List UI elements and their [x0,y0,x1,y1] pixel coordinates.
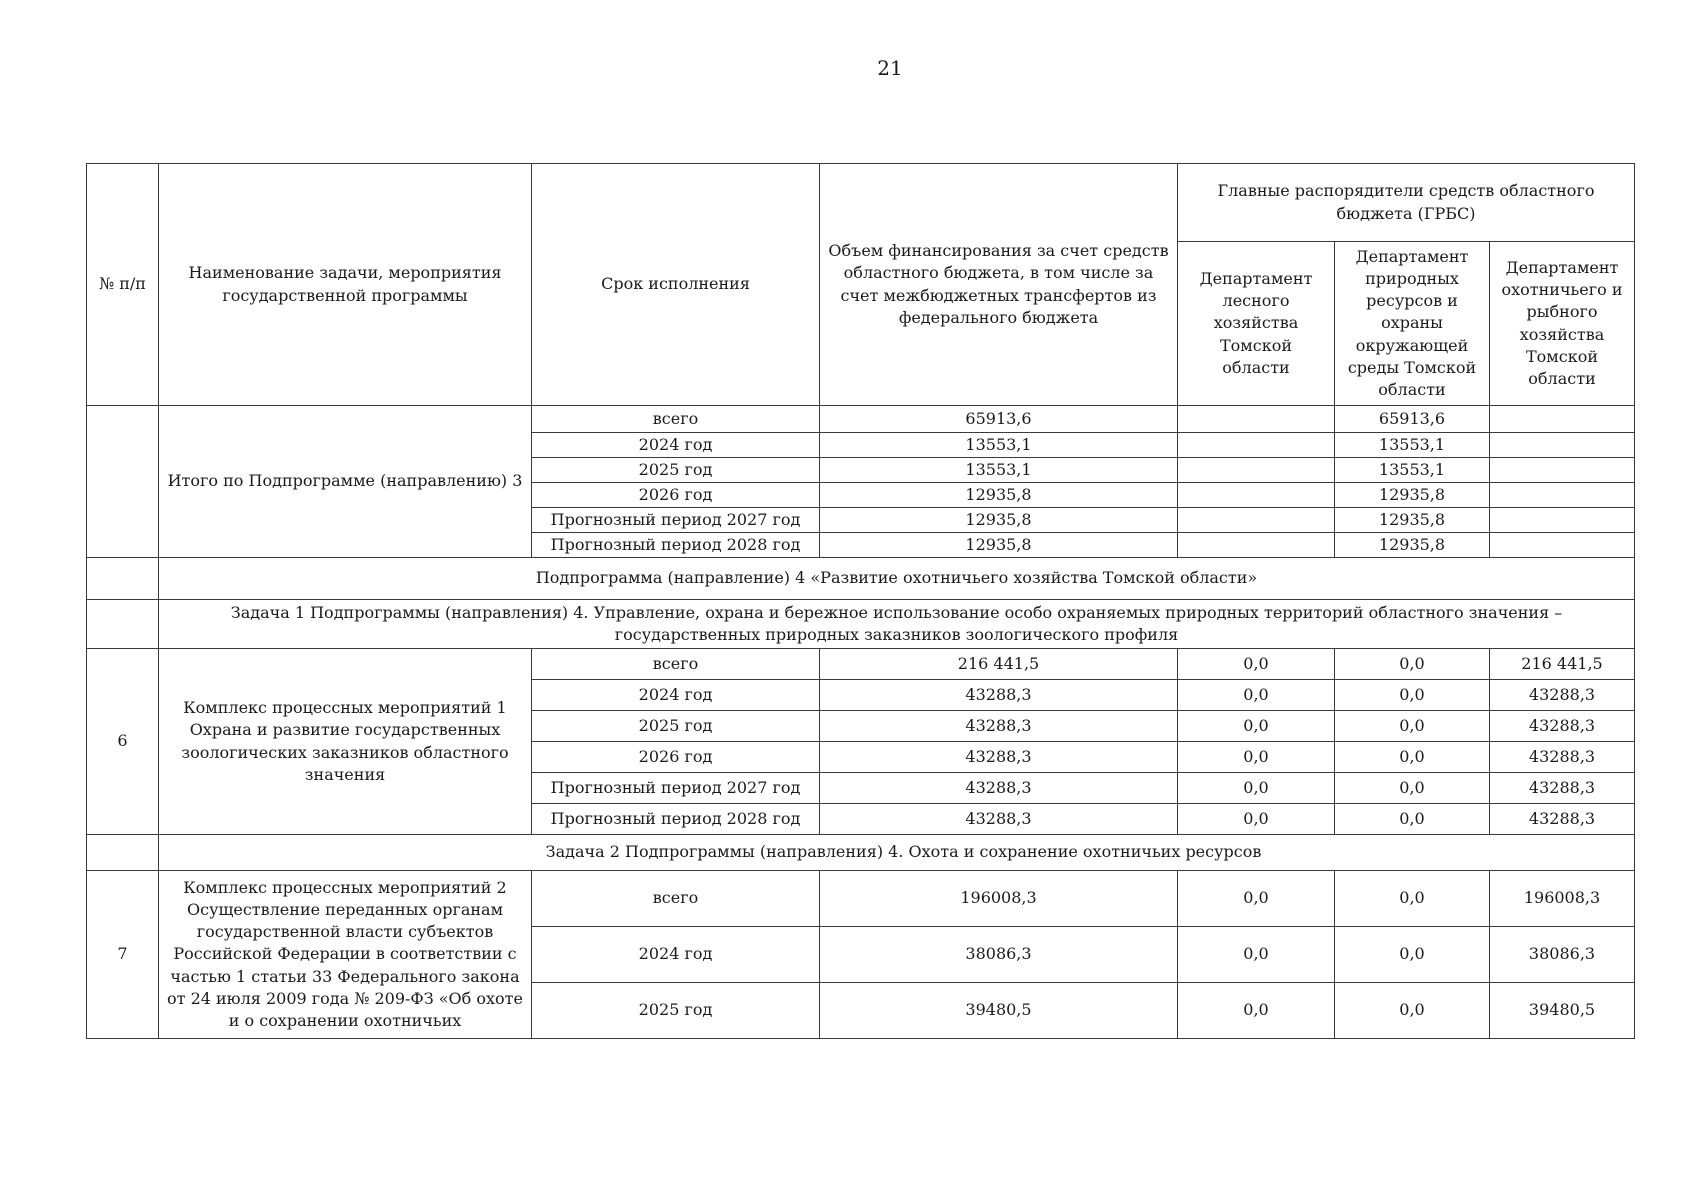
term-cell: всего [532,649,820,680]
header-row [87,164,1635,242]
hunting-cell [1490,533,1635,558]
term-cell: 2026 год [532,483,820,508]
nature-cell: 0,0 [1335,742,1490,773]
forest-cell [1178,406,1335,433]
nature-cell: 13553,1 [1335,433,1490,458]
section-num [87,558,159,600]
table-row [87,871,1635,927]
forest-cell [1178,508,1335,533]
nature-cell: 0,0 [1335,871,1490,927]
section-num [87,835,159,871]
volume-cell: 43288,3 [820,742,1178,773]
header-volume: Объем финансирования за счет средств областного бюджета, в том числе за счет межбюджетных трансфертов из федерального бюджета [820,164,1178,406]
forest-cell: 0,0 [1178,804,1335,835]
forest-cell [1178,483,1335,508]
nature-cell: 0,0 [1335,773,1490,804]
term-cell: Прогнозный период 2027 год [532,773,820,804]
table-row [87,406,1635,433]
page-number: 21 [877,56,903,80]
header-name: Наименование задачи, мероприятия государственной программы [159,164,532,406]
forest-cell: 0,0 [1178,649,1335,680]
header-dept-nature: Департамент природных ресурсов и охраны окружающей среды Томской области [1335,242,1490,406]
term-cell: всего [532,406,820,433]
forest-cell: 0,0 [1178,983,1335,1039]
budget-table [86,163,1635,1039]
hunting-cell [1490,458,1635,483]
forest-cell [1178,533,1335,558]
volume-cell: 13553,1 [820,433,1178,458]
nature-cell: 0,0 [1335,983,1490,1039]
term-cell: Прогнозный период 2027 год [532,508,820,533]
term-cell: Прогнозный период 2028 год [532,804,820,835]
term-cell: 2025 год [532,458,820,483]
volume-cell: 39480,5 [820,983,1178,1039]
forest-cell: 0,0 [1178,871,1335,927]
nature-cell: 65913,6 [1335,406,1490,433]
forest-cell: 0,0 [1178,711,1335,742]
volume-cell: 43288,3 [820,680,1178,711]
block6-name: Комплекс процессных мероприятий 1 Охрана и развитие государственных зоологических заказников областного значения [159,649,532,835]
nature-cell: 0,0 [1335,711,1490,742]
hunting-cell [1490,433,1635,458]
total-num [87,406,159,558]
volume-cell: 216 441,5 [820,649,1178,680]
forest-cell [1178,458,1335,483]
nature-cell: 0,0 [1335,680,1490,711]
nature-cell: 13553,1 [1335,458,1490,483]
nature-cell: 12935,8 [1335,483,1490,508]
term-cell: 2025 год [532,983,820,1039]
block6-num: 6 [87,649,159,835]
volume-cell: 43288,3 [820,773,1178,804]
block7-num: 7 [87,871,159,1039]
hunting-cell: 43288,3 [1490,773,1635,804]
volume-cell: 43288,3 [820,711,1178,742]
volume-cell: 13553,1 [820,458,1178,483]
term-cell: 2024 год [532,680,820,711]
header-num: № п/п [87,164,159,406]
header-dept-forest: Департамент лесного хозяйства Томской области [1178,242,1335,406]
subprogram4-title: Подпрограмма (направление) 4 «Развитие охотничьего хозяйства Томской области» [159,558,1635,600]
volume-cell: 12935,8 [820,483,1178,508]
hunting-cell: 43288,3 [1490,680,1635,711]
hunting-cell: 196008,3 [1490,871,1635,927]
section-row [87,558,1635,600]
forest-cell [1178,433,1335,458]
hunting-cell: 43288,3 [1490,804,1635,835]
hunting-cell [1490,406,1635,433]
volume-cell: 38086,3 [820,927,1178,983]
forest-cell: 0,0 [1178,742,1335,773]
forest-cell: 0,0 [1178,927,1335,983]
forest-cell: 0,0 [1178,680,1335,711]
hunting-cell [1490,483,1635,508]
hunting-cell: 43288,3 [1490,742,1635,773]
term-cell: 2024 год [532,433,820,458]
volume-cell: 12935,8 [820,508,1178,533]
section-row [87,600,1635,649]
forest-cell: 0,0 [1178,773,1335,804]
nature-cell: 0,0 [1335,927,1490,983]
table-row [87,649,1635,680]
header-dept-hunting: Департамент охотничьего и рыбного хозяйства Томской области [1490,242,1635,406]
nature-cell: 0,0 [1335,649,1490,680]
block7-name: Комплекс процессных мероприятий 2 Осуществление переданных органам государственной власти субъектов Российской Федерации в соответствии с частью 1 статьи 33 Федерального закона от 24 июля 2009 года № 209-ФЗ «Об охоте и о сохранении охотничьих [159,871,532,1039]
header-term: Срок исполнения [532,164,820,406]
hunting-cell: 38086,3 [1490,927,1635,983]
task1-title: Задача 1 Подпрограммы (направления) 4. Управление, охрана и бережное использование особо охраняемых природных территорий областного значения – государственных природных заказников зоологического профиля [159,600,1635,649]
term-cell: Прогнозный период 2028 год [532,533,820,558]
term-cell: 2025 год [532,711,820,742]
term-cell: 2024 год [532,927,820,983]
hunting-cell: 216 441,5 [1490,649,1635,680]
volume-cell: 43288,3 [820,804,1178,835]
hunting-cell: 43288,3 [1490,711,1635,742]
hunting-cell: 39480,5 [1490,983,1635,1039]
term-cell: всего [532,871,820,927]
volume-cell: 65913,6 [820,406,1178,433]
nature-cell: 12935,8 [1335,508,1490,533]
total-name: Итого по Подпрограмме (направлению) 3 [159,406,532,558]
hunting-cell [1490,508,1635,533]
section-row [87,835,1635,871]
section-num [87,600,159,649]
volume-cell: 196008,3 [820,871,1178,927]
volume-cell: 12935,8 [820,533,1178,558]
header-grbs: Главные распорядители средств областного бюджета (ГРБС) [1178,164,1635,242]
term-cell: 2026 год [532,742,820,773]
nature-cell: 12935,8 [1335,533,1490,558]
task2-title: Задача 2 Подпрограммы (направления) 4. Охота и сохранение охотничьих ресурсов [159,835,1635,871]
nature-cell: 0,0 [1335,804,1490,835]
